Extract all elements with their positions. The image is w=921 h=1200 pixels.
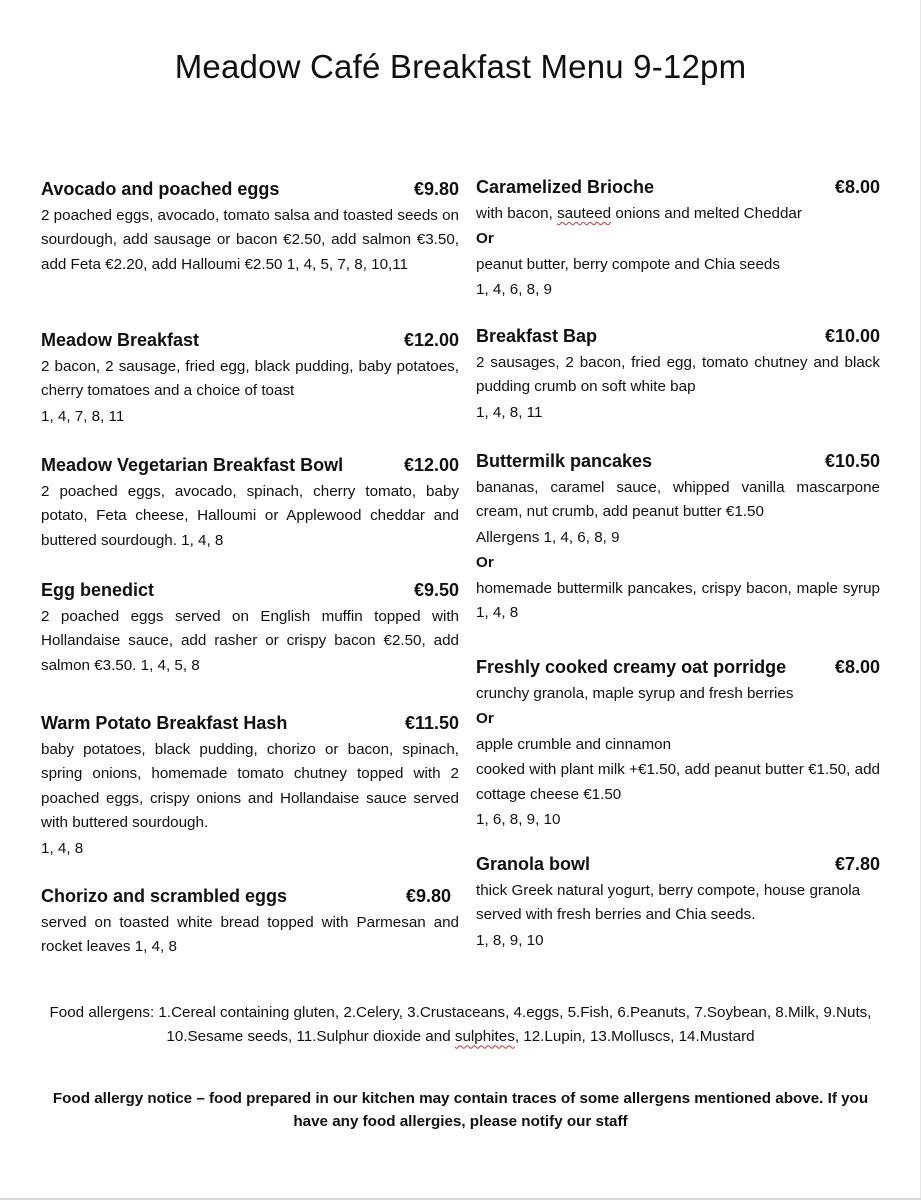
item-description: served on toasted white bread topped with Parmesan and rocket leaves 1, 4, 8 bbox=[41, 914, 459, 956]
spellcheck-flagged-word: sulphites bbox=[454, 1028, 515, 1046]
item-price: €9.50 bbox=[413, 580, 459, 600]
item-name: Avocado and poached eggs bbox=[41, 179, 280, 199]
item-name: Meadow Vegetarian Breakfast Bowl bbox=[41, 455, 344, 475]
item-allergens: 1, 6, 8, 9, 10 bbox=[476, 811, 561, 829]
or-separator: Or bbox=[476, 230, 494, 248]
menu-item-oat-porridge bbox=[476, 657, 880, 832]
menu-item-buttermilk-pancakes bbox=[476, 451, 880, 625]
item-description: 2 poached eggs, avocado, spinach, cherry tomato, baby potato, Feta cheese, Halloumi or Applewood cheddar and buttered sourdough. 1, 4, 8 bbox=[41, 483, 459, 549]
spellcheck-flagged-word: sauteed bbox=[557, 205, 612, 222]
item-allergens: 1, 4, 8, 11 bbox=[476, 403, 543, 421]
or-separator: Or bbox=[476, 554, 494, 572]
item-name: Breakfast Bap bbox=[476, 326, 598, 346]
item-description-alt: apple crumble and cinnamon bbox=[476, 735, 672, 753]
item-name: Meadow Breakfast bbox=[41, 330, 200, 350]
menu-item-avocado-eggs bbox=[41, 179, 459, 277]
item-price: €12.00 bbox=[403, 330, 459, 350]
allergy-notice: Food allergy notice – food prepared in our kitchen may contain traces of some allergens mentioned above. If you have any food allergies, please notify our staff bbox=[52, 1090, 869, 1130]
item-name: Caramelized Brioche bbox=[476, 177, 655, 197]
menu-item-potato-hash bbox=[41, 713, 459, 861]
item-description: 2 poached eggs, avocado, tomato salsa and toasted seeds on sourdough, add sausage or bacon €2.50, add salmon €3.50, add Feta €2.20, add Halloumi €2.50 1, 4, 5, 7, 8, 10,11 bbox=[41, 207, 459, 273]
item-description-alt: peanut butter, berry compote and Chia seeds bbox=[476, 255, 780, 273]
item-description: bananas, caramel sauce, whipped vanilla mascarpone cream, nut crumb, add peanut butter €1.50 bbox=[476, 479, 880, 521]
item-allergens: 1, 8, 9, 10 bbox=[476, 931, 544, 949]
menu-item-meadow-breakfast bbox=[41, 330, 459, 429]
item-name: Granola bowl bbox=[476, 854, 591, 874]
item-name: Egg benedict bbox=[41, 580, 155, 600]
item-name: Freshly cooked creamy oat porridge bbox=[476, 657, 787, 677]
allergen-legend: Food allergens: 1.Cereal containing gluten, 2.Celery, 3.Crustaceans, 4.eggs, 5.Fish, 6.Peanuts, 7.Soybean, 8.Milk, 9.Nuts, 10.Sesame seeds, 11.Sulphur dioxide and sulphites, 12.Lupin, 13.Molluscs, 14.Mustard bbox=[49, 1004, 872, 1046]
item-name: Buttermilk pancakes bbox=[476, 451, 653, 471]
item-price: €12.00 bbox=[403, 455, 459, 475]
item-description: thick Greek natural yogurt, berry compote, house granola served with fresh berries and Chia seeds. bbox=[476, 882, 861, 924]
item-description: crunchy granola, maple syrup and fresh berries bbox=[476, 685, 794, 702]
item-allergens: 1, 4, 6, 8, 9 bbox=[476, 281, 552, 299]
item-description: 2 bacon, 2 sausage, fried egg, black pudding, baby potatoes, cherry tomatoes and a choice of toast bbox=[41, 358, 459, 400]
item-price: €10.00 bbox=[824, 326, 880, 346]
item-price: €8.00 bbox=[834, 657, 880, 677]
item-name: Chorizo and scrambled eggs bbox=[41, 886, 288, 906]
item-allergens: 1, 4, 8 bbox=[41, 839, 84, 857]
item-description: 2 sausages, 2 bacon, fried egg, tomato chutney and black pudding crumb on soft white bap bbox=[476, 354, 880, 396]
menu-item-chorizo-eggs bbox=[41, 886, 459, 960]
item-price: €8.00 bbox=[834, 177, 880, 197]
menu-title: Meadow Café Breakfast Menu 9-12pm bbox=[174, 48, 747, 85]
item-description: baby potatoes, black pudding, chorizo or bacon, spinach, spring onions, homemade tomato chutney topped with 2 poached eggs, crispy onions and Hollandaise sauce served with buttered sourdough. bbox=[41, 741, 459, 832]
menu-item-granola-bowl bbox=[476, 854, 880, 953]
item-price: €9.80 bbox=[405, 886, 451, 906]
item-description-alt: homemade buttermilk pancakes, crispy bacon, maple syrup 1, 4, 8 bbox=[476, 579, 880, 622]
menu-item-breakfast-bap bbox=[476, 326, 880, 425]
item-extras: cooked with plant milk +€1.50, add peanut butter €1.50, add cottage cheese €1.50 bbox=[476, 761, 880, 803]
item-name: Warm Potato Breakfast Hash bbox=[41, 713, 288, 733]
item-description: 2 poached eggs served on English muffin topped with Hollandaise sauce, add rasher or crispy bacon €2.50, add salmon €3.50. 1, 4, 5, 8 bbox=[41, 608, 459, 674]
item-price: €9.80 bbox=[413, 179, 459, 199]
or-separator: Or bbox=[476, 710, 494, 728]
item-allergens: 1, 4, 7, 8, 11 bbox=[41, 407, 125, 425]
item-price: €7.80 bbox=[834, 854, 880, 874]
item-description: with bacon, sauteed onions and melted Cheddar bbox=[476, 205, 802, 222]
item-allergens: Allergens 1, 4, 6, 8, 9 bbox=[476, 528, 620, 546]
menu-item-egg-benedict bbox=[41, 580, 459, 678]
menu-item-caramelized-brioche bbox=[476, 177, 880, 303]
menu-item-vegetarian-bowl bbox=[41, 455, 459, 553]
item-price: €10.50 bbox=[824, 451, 880, 471]
item-price: €11.50 bbox=[404, 713, 459, 733]
